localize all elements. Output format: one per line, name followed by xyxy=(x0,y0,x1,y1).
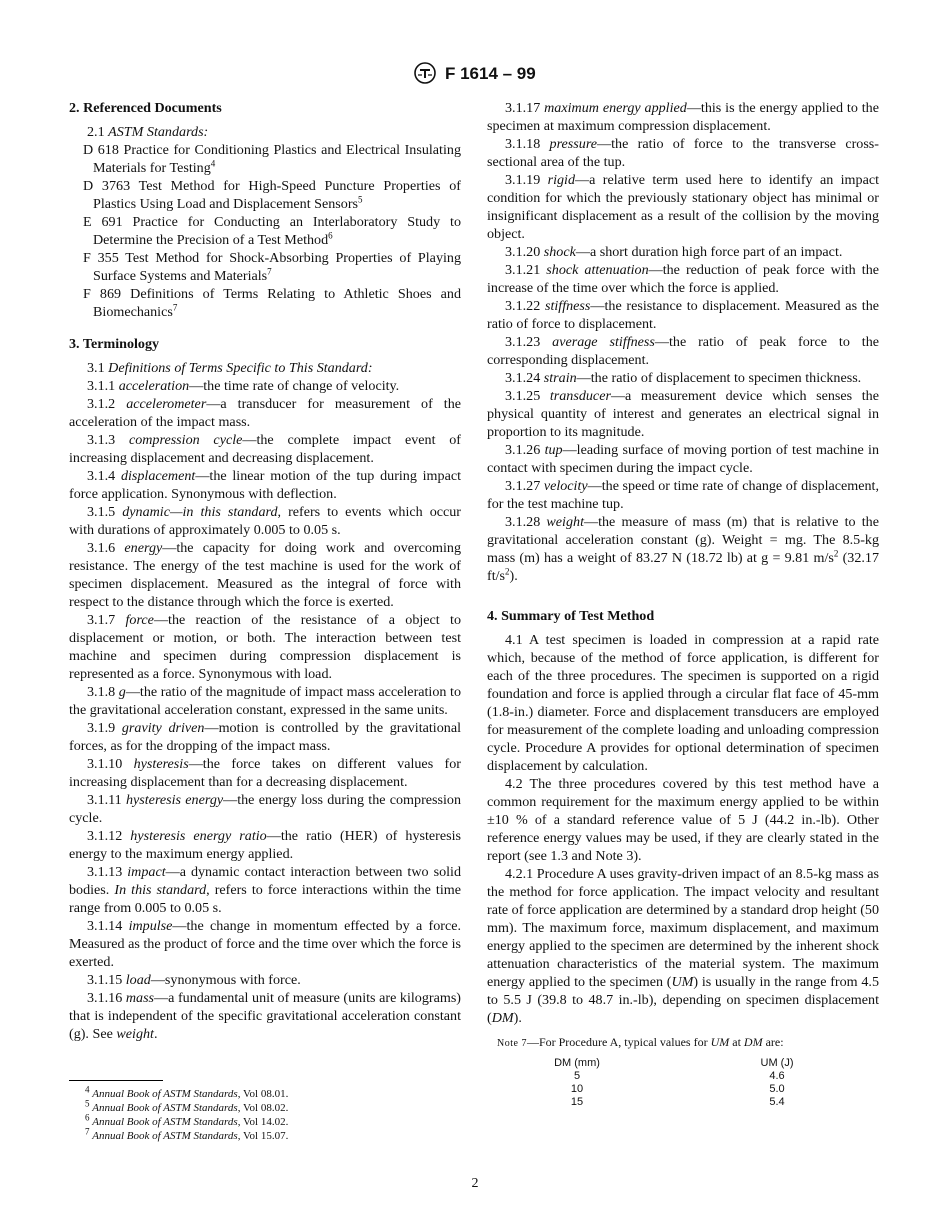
table-cell: 5.0 xyxy=(769,1083,785,1095)
term-definition xyxy=(487,333,879,369)
term-number: 3.1.20 xyxy=(505,244,541,260)
term-text: —a transducer for measurement of the acceleration of the impact mass. xyxy=(69,396,461,430)
footnote-marker: 4 xyxy=(210,158,216,169)
term-definition xyxy=(487,99,879,135)
term-definition xyxy=(69,377,461,395)
term-definition xyxy=(69,917,461,971)
term-name: tup xyxy=(544,442,563,458)
term-number: 3.1.10 xyxy=(87,756,123,772)
term-text: —the resistance to displacement. Measured as the ratio of force to displacement. xyxy=(487,298,879,332)
term-number: 3.1.11 xyxy=(87,792,122,808)
table-header: UM (J) xyxy=(760,1057,794,1069)
term-text: —the time rate of change of velocity. xyxy=(189,378,400,394)
term-text: —the energy loss during the compression cycle. xyxy=(69,792,461,826)
term-text: —the ratio of force to the transverse cross-sectional area of the tup. xyxy=(487,136,879,170)
term-definition xyxy=(69,611,461,683)
reference-list xyxy=(69,141,461,321)
term-text: —the ratio of the magnitude of impact mass acceleration to the gravitational acceleration constant, expressed in the same units. xyxy=(69,684,461,718)
term-name: average stiffness xyxy=(552,334,655,350)
footnote-number: 4 xyxy=(85,1084,90,1095)
term-definition xyxy=(487,369,879,387)
terms-list-left xyxy=(69,377,461,863)
footnote-volume: , Vol 08.02. xyxy=(237,1102,289,1114)
left-column xyxy=(69,99,461,1043)
term-number: 3.1.25 xyxy=(505,388,541,404)
term-name: shock attenuation xyxy=(546,262,649,278)
footnote-source: Annual Book of ASTM Standards xyxy=(92,1088,238,1100)
term-text: , refers to events which occur with durations of approximately 0.005 to 0.05 s. xyxy=(69,504,461,538)
term-text: —the ratio (HER) of hysteresis energy to the maximum energy applied. xyxy=(69,828,461,862)
table-cell: 15 xyxy=(570,1096,584,1108)
footnote-number: 5 xyxy=(85,1098,90,1109)
term-definition xyxy=(69,683,461,719)
footnote-volume: , Vol 14.02. xyxy=(237,1116,289,1128)
footnote-item xyxy=(69,1098,461,1115)
footnote-volume: , Vol 15.07. xyxy=(237,1130,289,1142)
footnote-number: 6 xyxy=(85,1112,90,1123)
term-text: —the speed or time rate of change of displacement, for the test machine tup. xyxy=(487,478,879,512)
term-name: energy xyxy=(124,540,163,556)
term-definition xyxy=(69,719,461,755)
footnote-source: Annual Book of ASTM Standards xyxy=(92,1102,238,1114)
term-name: hysteresis energy xyxy=(125,792,224,808)
table-cell: 5.4 xyxy=(769,1096,785,1108)
term-mass: 3.1.16 mass—a fundamental unit of measure (units are kilograms) that is independent of the specific gravitational acceleration constant (g). See weight. xyxy=(69,990,461,1042)
term-definition xyxy=(69,503,461,539)
para-4-2: 4.2 The three procedures covered by this test method have a common requirement for the maximum energy applied to be within ±10 % of a standard reference value of 5 J (44.2 in.-lb). Other reference energy values may be used, if they are clearly stated in the report (see 1.3 and Note 3). xyxy=(487,776,879,864)
table-row xyxy=(537,1096,817,1109)
para-4-1: 4.1 A test specimen is loaded in compression at a rapid rate which, because of the method of force application, is different for each of the three procedures. The specimen is supported on a rigid foundation and force is applied through a circular flat face of 45-mm (1.8-in.) diameter. Force and displacement transducers are employed for measurement of the complete loading and unloading compression cycle. Procedure A provides for optional determination of specimen displacement by calculation. xyxy=(487,632,879,774)
term-name: displacement xyxy=(120,468,196,484)
section-2-1: 2.1 ASTM Standards: xyxy=(87,124,209,140)
term-text: —the ratio of displacement to specimen thickness. xyxy=(576,370,862,386)
footnote-item xyxy=(69,1112,461,1129)
term-text: —the linear motion of the tup during impact force application. Synonymous with deflection. xyxy=(69,468,461,502)
term-name: load xyxy=(125,972,151,988)
term-number: 3.1.23 xyxy=(505,334,541,350)
term-definition xyxy=(487,387,879,441)
reference-text: D 618 Practice for Conditioning Plastics and Electrical Insulating Materials for Testing xyxy=(83,142,461,176)
term-text: —the force takes on different values for increasing displacement than for a decreasing displacement. xyxy=(69,756,461,790)
reference-text: D 3763 Test Method for High-Speed Puncture Properties of Plastics Using Load and Displacement Sensors xyxy=(83,178,461,212)
term-impact: 3.1.13 impact—a dynamic contact interaction between two solid bodies. In this standard, refers to force interactions within the time range from 0.005 to 0.05 s. xyxy=(69,864,461,916)
term-number: 3.1.18 xyxy=(505,136,541,152)
term-definition xyxy=(69,791,461,827)
table-cell: 5 xyxy=(573,1070,581,1082)
footnote-volume: , Vol 08.01. xyxy=(237,1088,289,1100)
footnote-item xyxy=(69,1126,461,1143)
term-number: 3.1.26 xyxy=(505,442,541,458)
term-number: 3.1.22 xyxy=(505,298,541,314)
term-name: gravity driven xyxy=(121,720,205,736)
term-number: 3.1.7 xyxy=(87,612,116,628)
footnote-marker: 7 xyxy=(172,302,178,313)
term-number: 3.1.9 xyxy=(87,720,116,736)
term-name: velocity xyxy=(543,478,588,494)
para-4-2-1: 4.2.1 Procedure A uses gravity-driven impact of an 8.5-kg mass as the method for force application. The impact velocity and resultant rate of force application are determined by a standard drop height (50 mm). The maximum force, maximum displacement, and maximum energy applied to the specimen are determined by the inherent shock attenuation characteristics of the material system. The maximum energy applied to the specimen (UM) is usually in the range from 4.5 to 5.5 J (39.8 to 48.7 in.-lb), depending on specimen displacement (DM). xyxy=(487,866,879,1026)
table-row xyxy=(537,1070,817,1083)
section-2-heading: 2. Referenced Documents xyxy=(69,100,222,116)
term-number: 3.1.2 xyxy=(87,396,116,412)
reference-text: F 355 Test Method for Shock-Absorbing Properties of Playing Surface Systems and Materials xyxy=(83,250,461,284)
term-name: force xyxy=(125,612,154,628)
term-weight: 3.1.28 weight—the measure of mass (m) that is relative to the gravitational acceleration constant (g). Weight = mg. The 8.5-kg mass (m) has a weight of 83.27 N (18.72 lb) at g = 9.81 $m/s^2$ (32.17 $ft/s^2$). xyxy=(487,514,879,584)
table-cell: 10 xyxy=(570,1083,584,1095)
term-name: hysteresis xyxy=(133,756,189,772)
term-name: g xyxy=(118,684,126,700)
term-definition xyxy=(487,261,879,297)
reference-item xyxy=(69,141,461,177)
table-header-row xyxy=(537,1057,817,1070)
terms-list-right xyxy=(487,99,879,513)
page-number: 2 xyxy=(471,1176,479,1191)
footnote-item xyxy=(69,1084,461,1101)
term-name: strain xyxy=(543,370,577,386)
term-definition xyxy=(487,135,879,171)
term-text: —a measurement device which senses the physical quantity of interest and generates an electrical signal in proportion to its magnitude. xyxy=(487,388,879,440)
astm-logo-icon xyxy=(414,62,436,84)
term-definition xyxy=(487,441,879,477)
term-text: —the complete impact event of increasing displacement and decreasing displacement. xyxy=(69,432,461,466)
table-header: DM (mm) xyxy=(554,1057,600,1069)
term-number: 3.1.12 xyxy=(87,828,123,844)
footnote-marker: 7 xyxy=(267,266,272,277)
reference-item xyxy=(69,177,461,213)
term-text: —the capacity for doing work and overcoming resistance. The energy of the test machine is used for the work of specimen displacement. Measured as the integral of force with respect to the distance through which the force is exerted. xyxy=(69,540,461,610)
designation: F 1614 – 99 xyxy=(444,64,536,83)
term-number: 3.1.24 xyxy=(505,370,541,386)
reference-text: E 691 Practice for Conducting an Interlaboratory Study to Determine the Precision of a Test Method xyxy=(83,214,461,248)
term-name: stiffness xyxy=(544,298,591,314)
footnotes xyxy=(69,1080,461,1143)
section-4-heading: 4. Summary of Test Method xyxy=(487,608,655,624)
footnote-marker: 5 xyxy=(358,194,363,205)
term-definition xyxy=(69,467,461,503)
table-cell: 4.6 xyxy=(769,1070,785,1082)
reference-item xyxy=(69,285,461,321)
term-text: —the ratio of peak force to the corresponding displacement. xyxy=(487,334,879,368)
term-number: 3.1.14 xyxy=(87,918,123,934)
term-name: dynamic—in this standard xyxy=(122,504,278,520)
term-definition xyxy=(487,243,879,261)
right-column xyxy=(487,99,879,1109)
term-name: pressure xyxy=(549,136,598,152)
term-text: —the reduction of peak force with the increase of the time over which the force is applied. xyxy=(487,262,879,296)
term-number: 3.1.21 xyxy=(505,262,541,278)
note-7: Note 7—For Procedure A, typical values for UM at DM are: xyxy=(497,1035,784,1049)
section-3-1: 3.1 Definitions of Terms Specific to This Standard: xyxy=(87,360,373,376)
footnote-number: 7 xyxy=(85,1126,90,1137)
term-name: shock xyxy=(543,244,576,260)
term-definition xyxy=(69,539,461,611)
terms-list-left-2 xyxy=(69,917,461,989)
term-text: —the reaction of the resistance of a object to displacement or motion, or both. The interaction between test machine and specimen during compression displacement is represented as a force. Synonymous with load. xyxy=(69,612,461,682)
term-name: transducer xyxy=(549,388,611,404)
term-number: 3.1.15 xyxy=(87,972,123,988)
term-definition xyxy=(69,431,461,467)
table-row xyxy=(537,1083,817,1096)
term-text: —this is the energy applied to the specimen at maximum compression displacement. xyxy=(487,100,879,134)
term-number: 3.1.6 xyxy=(87,540,116,556)
term-definition xyxy=(69,395,461,431)
term-name: compression cycle xyxy=(128,432,243,448)
footnote-divider xyxy=(69,1080,163,1081)
reference-text: F 869 Definitions of Terms Relating to Athletic Shoes and Biomechanics xyxy=(83,286,461,320)
term-text: —the change in momentum effected by a force. Measured as the product of force and the time over which the force is exerted. xyxy=(69,918,461,970)
reference-item xyxy=(69,213,461,249)
footnote-marker: 6 xyxy=(328,230,333,241)
term-definition xyxy=(487,171,879,243)
term-name: accelerometer xyxy=(126,396,207,412)
term-number: 3.1.4 xyxy=(87,468,116,484)
term-name: acceleration xyxy=(118,378,190,394)
term-number: 3.1.8 xyxy=(87,684,116,700)
values-table xyxy=(537,1057,817,1109)
term-text: —a relative term used here to identify an impact condition for which the previously stationary object has minimal or insignificant displacement as a result of the collision by the moving object. xyxy=(487,172,879,242)
term-definition xyxy=(69,755,461,791)
term-number: 3.1.27 xyxy=(505,478,541,494)
term-number: 3.1.3 xyxy=(87,432,116,448)
term-number: 3.1.1 xyxy=(87,378,116,394)
page-header xyxy=(0,62,950,84)
term-text: —motion is controlled by the gravitational forces, as for the dropping of the impact mass. xyxy=(69,720,461,754)
footnote-source: Annual Book of ASTM Standards xyxy=(92,1130,238,1142)
term-number: 3.1.17 xyxy=(505,100,541,116)
term-text: —leading surface of moving portion of test machine in contact with specimen during the impact cycle. xyxy=(487,442,879,476)
term-definition xyxy=(487,477,879,513)
term-text: —synonymous with force. xyxy=(150,972,301,988)
term-definition xyxy=(69,827,461,863)
term-number: 3.1.5 xyxy=(87,504,116,520)
term-definition xyxy=(487,297,879,333)
section-3-heading: 3. Terminology xyxy=(69,336,160,352)
term-name: maximum energy applied xyxy=(544,100,687,116)
term-name: impulse xyxy=(128,918,173,934)
term-name: rigid xyxy=(547,172,576,188)
term-definition xyxy=(69,971,461,989)
term-text: —a short duration high force part of an impact. xyxy=(575,244,843,260)
term-name: hysteresis energy ratio xyxy=(130,828,267,844)
term-number: 3.1.19 xyxy=(505,172,541,188)
reference-item xyxy=(69,249,461,285)
footnote-source: Annual Book of ASTM Standards xyxy=(92,1116,238,1128)
